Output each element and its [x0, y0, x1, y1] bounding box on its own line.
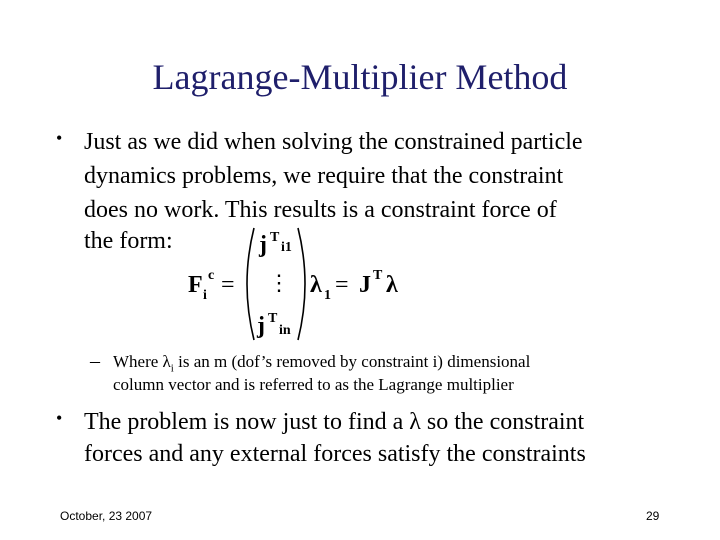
- subbullet-line1-sub: i: [170, 362, 174, 375]
- bullet2-line2: forces and any external forces satisfy the constraints: [84, 441, 586, 467]
- eq-equals-2: =: [335, 272, 349, 298]
- right-paren: [298, 228, 305, 340]
- slide-title: Lagrange-Multiplier Method: [152, 57, 568, 97]
- matrix-row1-sub: i1: [281, 240, 292, 255]
- matrix-vdots: ⋮: [268, 270, 290, 295]
- eq-jacobian-super: T: [373, 268, 383, 283]
- page-number: 29: [646, 509, 660, 523]
- bullet1-line1: Just as we did when solving the constrained particle: [84, 129, 583, 155]
- eq-rhs-lambda: λ: [386, 272, 398, 298]
- matrix-rown-j: j: [257, 313, 265, 339]
- bullet-marker: •: [56, 408, 63, 428]
- left-paren: [247, 228, 254, 340]
- footer-date: October, 23 2007: [60, 509, 153, 523]
- eq-equals-1: =: [221, 272, 235, 298]
- matrix-row1-j: j: [259, 232, 267, 258]
- bullet1-line4: the form:: [84, 228, 173, 254]
- eq-force-symbol: F: [188, 272, 203, 298]
- bullet2-line1: The problem is now just to find a λ so the constraint: [84, 409, 585, 435]
- eq-jacobian: J: [359, 272, 371, 298]
- eq-force-subscript: i: [203, 288, 207, 303]
- eq-lambda-subscript: 1: [324, 288, 331, 303]
- matrix-row1-super: T: [270, 230, 280, 245]
- subbullet-marker: –: [90, 350, 100, 372]
- subbullet-line1-suffix: is an m (dof’s removed by constraint i) dimensional: [173, 352, 531, 371]
- eq-force-superscript: c: [208, 268, 215, 283]
- eq-lambda: λ: [310, 272, 322, 298]
- matrix-rown-sub: in: [279, 323, 291, 338]
- subbullet-line2: column vector and is referred to as the Lagrange multiplier: [113, 375, 514, 394]
- subbullet-line1-prefix: Where λ: [113, 352, 171, 371]
- matrix-rown-super: T: [268, 311, 278, 326]
- bullet1-line3: does no work. This results is a constraint force of: [84, 197, 557, 223]
- bullet1-line2: dynamics problems, we require that the constraint: [84, 163, 564, 189]
- bullet-marker: •: [56, 128, 63, 148]
